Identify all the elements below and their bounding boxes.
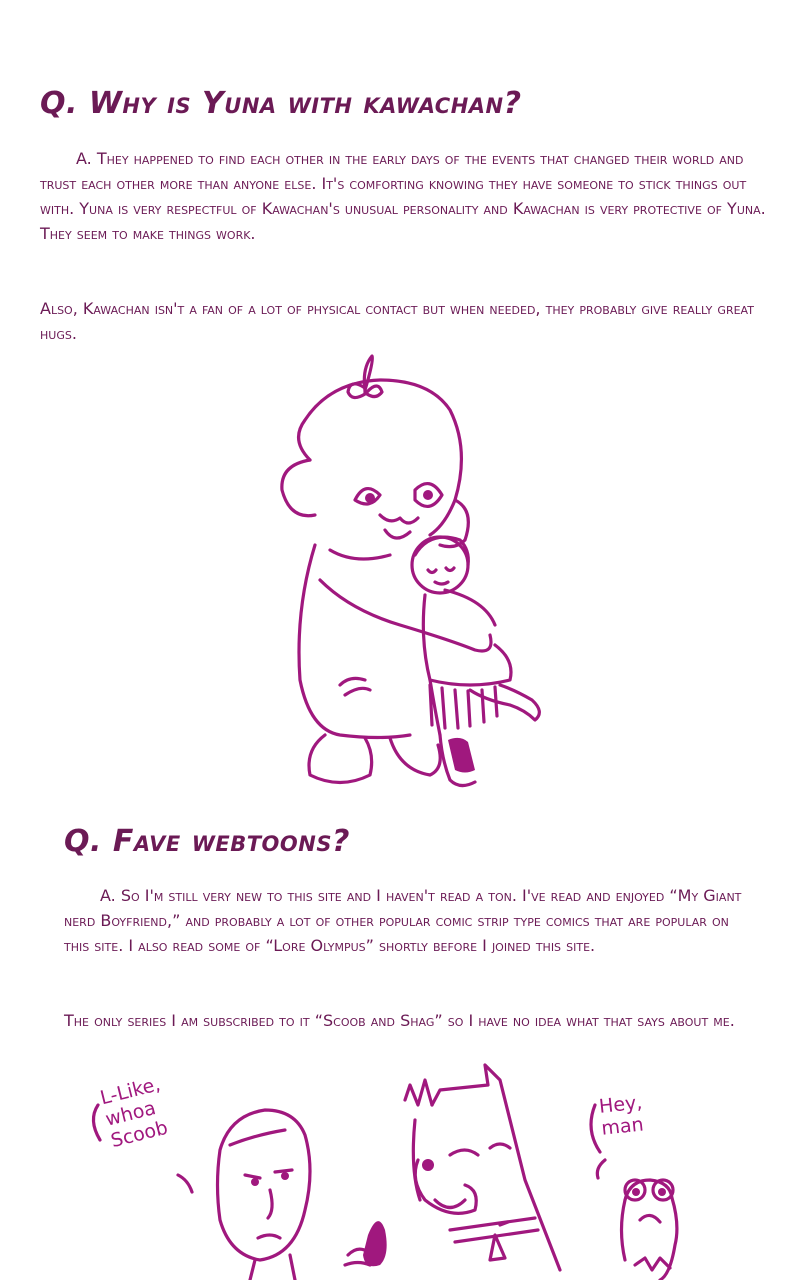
answer-paragraph-webtoons-2: The only series I am subscribed to it “Scoob and Shag” so I have no idea what that says about me. <box>64 1011 735 1030</box>
kawachan-hug-illustration <box>270 350 560 800</box>
answer-paragraph-yuna-2: Also, Kawachan isn't a fan of a lot of physical contact but when needed, they probably give really great hugs. <box>40 299 754 343</box>
answer-paragraph-webtoons-1: A. So I'm still very new to this site and I haven't read a ton. I've read and enjoyed “My Giant nerd Boyfriend,” and probably a lot of other popular comic strip type comics that are popular on this site. I also read some of “Lore Olympus” shortly before I joined this site. <box>64 886 742 955</box>
speech-text-right: Hey, man <box>598 1091 645 1140</box>
question-heading-yuna: Q. Why is Yuna with kawachan? <box>40 86 522 121</box>
scoob-and-shag-illustration <box>80 1060 720 1280</box>
question-heading-webtoons: Q. Fave webtoons? <box>64 824 350 859</box>
answer-paragraph-yuna-1: A. They happened to find each other in the early days of the events that changed their world and trust each other more than anyone else. It's comforting knowing they have someone to stick things out with. Yuna is very respectful of Kawachan's unusual personality and Kawachan is very protective of Yuna. They seem to make things work. <box>40 149 766 243</box>
speech-text-left: L-Like, whoa Scoob <box>98 1073 171 1153</box>
